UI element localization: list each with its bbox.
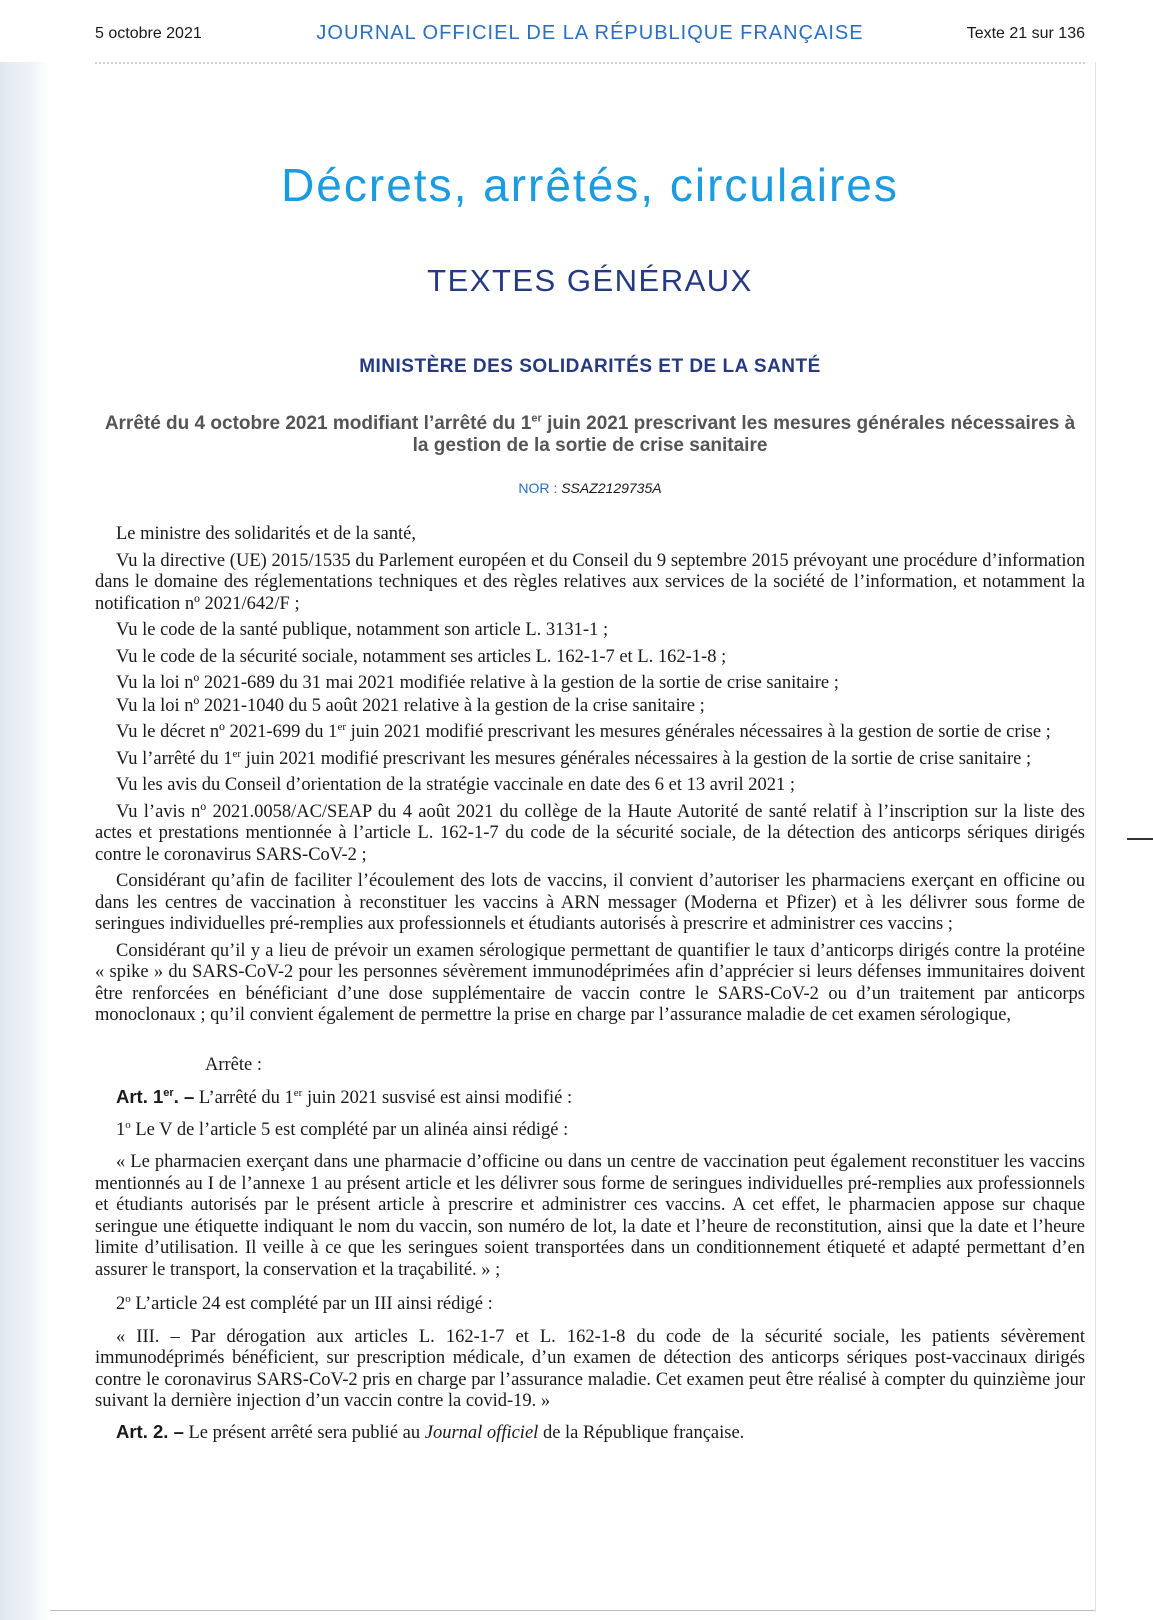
article-2: Art. 2. – Le présent arrêté sera publié au Journal officiel de la République française. [116,1420,745,1443]
paragraph-considerant-2: Considérant qu’il y a lieu de prévoir un examen sérologique permettant de quantifier le taux d’anticorps dirigés contre la protéine « spike » du SARS-CoV-2 pour les personnes sévèrement immunodéprimées afin d’apprécier si leurs défenses immunitaires doivent être renforcées en bénéficiant d’une dose supplémentaire de vaccin contre le SARS-CoV-2 ou d’un traitement par anticorps monoclonaux ; qu’il convient également de permettre la prise en charge par l’assurance maladie de cet examen sérologique, [95,940,1085,1025]
paragraph-intro: Le ministre des solidarités et de la santé, [116,524,417,544]
article-1: Art. 1er. – L’arrêté du 1er juin 2021 susvisé est ainsi modifié : [116,1086,573,1108]
paragraph-vu-avis-has: Vu l’avis nº 2021.0058/AC/SEAP du 4 août 2021 du collège de la Haute Autorité de santé relatif à l’inscription sur la liste des actes et prestations mentionnée à l’article L. 162-1-7 du code de la sécurité sociale, de la détection des anticorps sériques dirigés contre le coronavirus SARS-CoV-2 ; [95,801,1085,865]
paragraph-vu-code-securite: Vu le code de la sécurité sociale, notamment ses articles L. 162-1-7 et L. 162-1-8 ; [116,646,727,667]
paragraph-vu-code-sante: Vu le code de la santé publique, notamment son article L. 3131-1 ; [116,620,609,640]
arrete-title-text: Arrêté du 4 octobre 2021 modifiant l’arrêté du 1 [104,413,532,434]
paragraph-vu-arrete: Vu l’arrêté du 1er juin 2021 modifié prescrivant les mesures générales nécessaires à la gestion de la sortie de crise sanitaire ; [116,747,1032,769]
article-2-label: Art. 2. – [116,1420,184,1442]
paragraph-vu-avis-conseil: Vu les avis du Conseil d’orientation de la stratégie vaccinale en date des 6 et 13 avril 2021 ; [116,775,796,795]
paragraph-vu-loi-689: Vu la loi nº 2021-689 du 31 mai 2021 modifiée relative à la gestion de la sortie de crise sanitaire ; [116,673,839,693]
left-margin-band [0,62,50,1620]
arrete-word: Arrête : [205,1054,263,1075]
section-title: Décrets, arrêtés, circulaires [281,159,899,211]
ministry-name: MINISTÈRE DES SOLIDARITÉS ET DE LA SANTÉ [359,356,821,377]
journal-name: JOURNAL OFFICIEL DE LA RÉPUBLIQUE FRANÇAISE [316,22,864,44]
nor-reference [95,480,1085,496]
quote-article-5: « Le pharmacien exerçant dans une pharmacie d’officine ou dans un centre de vaccination peut également reconstituer les vaccins mentionnés au I de l’annexe 1 au présent article et les délivrer sous forme de seringues individuelles pré-remplies aux professionnels et étudiants autorisés par le présent article à prescrire et administrer ces vaccins. A cet effet, le pharmacien appose sur chaque seringue une étiquette indiquant le nom du vaccin, son numéro de lot, la date et l’heure de reconstitution, ainsi que la date et l’heure limite d’utilisation. Il veille à ce que les seringues soient transportées dans un conditionnement étiqueté et adapté permettant d’en assurer le transport, la conservation et la traçabilité. » ; [95,1152,1085,1280]
page-header [95,22,1085,48]
paragraph-vu-loi-1040: Vu la loi nº 2021-1040 du 5 août 2021 relative à la gestion de la crise sanitaire ; [116,695,705,716]
point-2: 2$^o$ L’article 24 est complété par un III ainsi rédigé : [116,1292,493,1314]
publication-date: 5 octobre 2021 [95,25,202,42]
text-number: Texte 21 sur 136 [966,25,1085,42]
point-1: 1$^o$ Le V de l’article 5 est complété par un alinéa ainsi rédigé : [116,1118,569,1140]
quote-article-24: « III. – Par dérogation aux articles L. 162-1-7 et L. 162-1-8 du code de la sécurité sociale, les patients sévèrement immunodéprimés bénéficient, sur prescription médicale, d’un examen de détection des anticorps sériques post-vaccinaux dirigés contre le coronavirus SARS-CoV-2 pris en charge par l’assurance maladie. Cet examen peut être réalisé à compter du quinzième jour suivant la dernière injection d’un vaccin contre la covid-19. » [95,1326,1085,1411]
subsection-title: TEXTES GÉNÉRAUX [427,263,753,298]
arrete-title-sup: er [531,412,542,425]
article-1-label: Art. 1er. – [116,1086,195,1107]
arrete-title-text-end: juin 2021 prescrivant les mesures générales nécessaires à la gestion de la sortie de crise sanitaire [412,413,1076,456]
nor-label: NOR : [518,480,562,496]
paragraph-considerant-1: Considérant qu’afin de faciliter l’écoulement des lots de vaccins, il convient d’autoriser les pharmaciens exerçant en officine ou dans les centres de vaccination à reconstituer les vaccins à ARN messager (Moderna et Pfizer) et à les délivrer sous forme de seringues individuelles pré-remplies aux professionnels et étudiants autorisés à prescrire et administrer ces vaccins ; [95,871,1085,934]
paragraph-vu-directive: Vu la directive (UE) 2015/1535 du Parlement européen et du Conseil du 9 septembre 2015 prévoyant une procédure d’information dans le domaine des réglementations techniques et des règles relatives aux services de la société de l’information, et notamment la notification nº 2021/642/F ; [95,550,1085,614]
bottom-divider [50,1610,1095,1611]
document-body [95,524,1085,1454]
header-divider [95,62,1085,64]
right-page-edge [1095,62,1096,1612]
arrete-title [95,413,1085,457]
paragraph-vu-decret: Vu le décret nº 2021-699 du 1er juin 2021 modifié prescrivant les mesures générales nécessaires à la gestion de sortie de crise ; [116,720,1051,742]
nor-code: SSAZ2129735A [561,480,662,496]
margin-tick-mark [1127,838,1153,840]
